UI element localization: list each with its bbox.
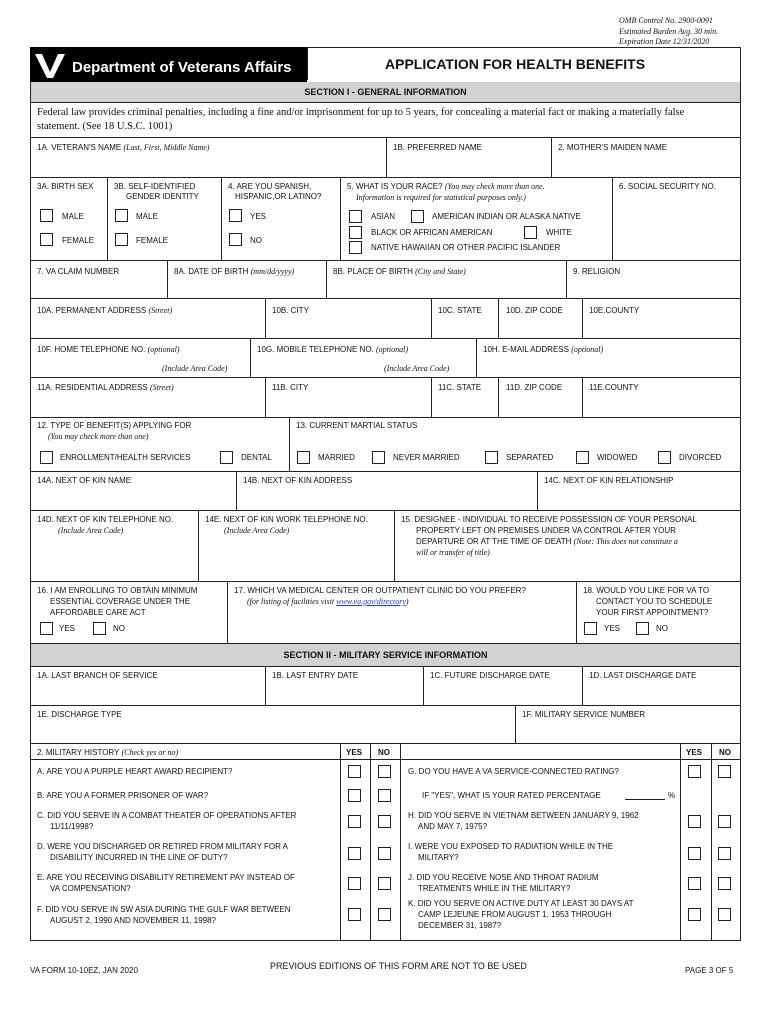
birth-sex-female-checkbox[interactable] — [40, 233, 53, 246]
va-claim-number-input[interactable] — [32, 279, 165, 296]
marital-widowed-label: WIDOWED — [597, 453, 638, 462]
question-g: G. DO YOU HAVE A VA SERVICE-CONNECTED RATING? — [408, 767, 619, 776]
question-a: A. ARE YOU A PURPLE HEART AWARD RECIPIENT? — [37, 767, 233, 776]
field-16-label-1: 16. I AM ENROLLING TO OBTAIN MINIMUM — [37, 586, 198, 595]
field-11a-label: 11A. RESIDENTIAL ADDRESS (Street) — [37, 383, 174, 392]
field-11e-label: 11E.COUNTY — [589, 383, 639, 392]
question-j-2: TREATMENTS WHILE IN THE MILITARY? — [418, 884, 571, 893]
field-18-label-3: YOUR FIRST APPOINTMENT? — [596, 608, 709, 617]
question-b-yes-checkbox[interactable] — [348, 789, 361, 802]
hispanic-no-checkbox[interactable] — [229, 233, 242, 246]
residential-zip-input[interactable] — [500, 396, 580, 415]
question-f-2: AUGUST 2, 1990 AND NOVEMBER 11, 1998? — [50, 916, 217, 925]
field-16-label-3: AFFORDABLE CARE ACT — [50, 608, 146, 617]
race-asian-checkbox[interactable] — [349, 210, 362, 223]
religion-input[interactable] — [568, 279, 739, 296]
question-h-2: AND MAY 7, 1975? — [418, 822, 488, 831]
field-14e-label: 14E. NEXT OF KIN WORK TELEPHONE NO. — [205, 515, 368, 524]
field-15-label-2: PROPERTY LEFT ON PREMISES UNDER VA CONTROL AFTER YOUR — [416, 526, 676, 535]
last-branch-input[interactable] — [32, 684, 263, 703]
field-14d-label: 14D. NEXT OF KIN TELEPHONE NO. — [37, 515, 174, 524]
race-black-label: BLACK OR AFRICAN AMERICAN — [371, 228, 493, 237]
preferred-name-input[interactable] — [388, 155, 549, 175]
s2-field-1a-label: 1A. LAST BRANCH OF SERVICE — [37, 671, 158, 680]
permanent-city-input[interactable] — [267, 318, 429, 336]
marital-never-checkbox[interactable] — [372, 451, 385, 464]
question-k-yes-checkbox[interactable] — [688, 908, 701, 921]
military-service-number-input[interactable] — [517, 723, 739, 741]
place-of-birth-input[interactable] — [328, 279, 564, 296]
field-18-label-2: CONTACT YOU TO SCHEDULE — [596, 597, 713, 606]
field-10b-label: 10B. CITY — [272, 306, 309, 315]
field-1a-label: 1A. VETERAN'S NAME (Last, First, Middle Name) — [37, 143, 210, 152]
hispanic-no-label: NO — [250, 236, 262, 245]
field-11b-label: 11B. CITY — [272, 383, 309, 392]
form-title: APPLICATION FOR HEALTH BENEFITS — [385, 56, 646, 72]
birth-sex-female-label: FEMALE — [62, 236, 95, 245]
benefit-dental-checkbox[interactable] — [220, 451, 233, 464]
field-15-label-4: will or transfer of title) — [416, 548, 490, 557]
field-3a-label: 3A. BIRTH SEX — [37, 182, 94, 191]
marital-separated-checkbox[interactable] — [485, 451, 498, 464]
field-7-label: 7. VA CLAIM NUMBER — [37, 267, 120, 276]
aca-no-checkbox[interactable] — [93, 622, 106, 635]
field-1b-label: 1B. PREFERRED NAME — [393, 143, 482, 152]
discharge-type-input[interactable] — [32, 723, 513, 741]
question-i-no-checkbox[interactable] — [718, 847, 731, 860]
field-14c-label: 14C. NEXT OF KIN RELATIONSHIP — [544, 476, 674, 485]
field-8a-label: 8A. DATE OF BIRTH (mm/dd/yyyy) — [174, 267, 295, 276]
question-b: B. ARE YOU A FORMER PRISONER OF WAR? — [37, 791, 209, 800]
field-10g-label: 10G. MOBILE TELEPHONE NO. (optional) — [257, 345, 409, 354]
permanent-county-input[interactable] — [584, 318, 739, 336]
question-d-2: DISABILITY INCURRED IN THE LINE OF DUTY? — [50, 853, 228, 862]
s2-field-1c-label: 1C. FUTURE DISCHARGE DATE — [430, 671, 550, 680]
footer-form-id: VA FORM 10-10EZ, JAN 2020 — [30, 966, 138, 975]
omb-control: OMB Control No. 2900-0091 — [619, 16, 713, 25]
field-4-label-1: 4. ARE YOU SPANISH, — [228, 182, 312, 191]
field-14a-label: 14A. NEXT OF KIN NAME — [37, 476, 132, 485]
section1-title: SECTION I - GENERAL INFORMATION — [31, 82, 740, 102]
question-k-no-checkbox[interactable] — [718, 908, 731, 921]
schedule-yes-checkbox[interactable] — [584, 622, 597, 635]
field-10e-label: 10E.COUNTY — [589, 306, 640, 315]
permanent-address-input[interactable] — [32, 318, 263, 336]
question-d-no-checkbox[interactable] — [378, 847, 391, 860]
field-4-label-2: HISPANIC,OR LATINO? — [235, 192, 322, 201]
marital-widowed-checkbox[interactable] — [576, 451, 589, 464]
s2-field-1b-label: 1B. LAST ENTRY DATE — [272, 671, 359, 680]
field-10c-label: 10C. STATE — [438, 306, 482, 315]
footer-editions: PREVIOUS EDITIONS OF THIS FORM ARE NOT TO BE USED — [270, 961, 527, 971]
s2-field-1d-label: 1D. LAST DISCHARGE DATE — [589, 671, 697, 680]
date-of-birth-input[interactable] — [169, 279, 324, 296]
question-k-2: CAMP LEJEUNE FROM AUGUST 1, 1953 THROUGH — [418, 910, 612, 919]
birth-sex-male-checkbox[interactable] — [40, 209, 53, 222]
next-of-kin-work-phone-input[interactable] — [200, 540, 392, 579]
field-8b-label: 8B. PLACE OF BIRTH (City and State) — [333, 267, 466, 276]
birth-sex-male-label: MALE — [62, 212, 84, 221]
field-10h-label: 10H. E-MAIL ADDRESS (optional) — [483, 345, 604, 354]
marital-married-checkbox[interactable] — [297, 451, 310, 464]
field-15-label-1: 15. DESIGNEE - INDIVIDUAL TO RECEIVE POSSESSION OF YOUR PERSONAL — [401, 515, 697, 524]
gender-male-label: MALE — [136, 212, 158, 221]
next-of-kin-address-input[interactable] — [238, 489, 535, 508]
next-of-kin-phone-input[interactable] — [32, 540, 196, 579]
question-k-1: K. DID YOU SERVE ON ACTIVE DUTY AT LEAST 30 DAYS AT — [408, 899, 634, 908]
race-black-checkbox[interactable] — [349, 226, 362, 239]
field-17-label: 17. WHICH VA MEDICAL CENTER OR OUTPATIENT CLINIC DO YOU PREFER? — [234, 586, 526, 595]
field-11d-label: 11D. ZIP CODE — [506, 383, 563, 392]
aca-yes-checkbox[interactable] — [40, 622, 53, 635]
question-e-2: VA COMPENSATION? — [50, 884, 131, 893]
next-of-kin-name-input[interactable] — [32, 489, 234, 508]
residential-address-input[interactable] — [32, 396, 263, 415]
question-f-yes-checkbox[interactable] — [348, 908, 361, 921]
footer-page: PAGE 3 OF 5 — [685, 966, 734, 975]
history-yes-header-right: YES — [686, 748, 703, 757]
residential-state-input[interactable] — [433, 396, 496, 415]
marital-divorced-checkbox[interactable] — [658, 451, 671, 464]
schedule-no-checkbox[interactable] — [636, 622, 649, 635]
question-c-2: 11/11/1998? — [50, 822, 94, 831]
mothers-maiden-name-input[interactable] — [553, 155, 739, 175]
question-f-1: F. DID YOU SERVE IN SW ASIA DURING THE GULF WAR BETWEEN — [37, 905, 291, 914]
permanent-state-input[interactable] — [433, 318, 496, 336]
field-18-label-1: 18. WOULD YOU LIKE FOR VA TO — [583, 586, 710, 595]
hispanic-yes-label: YES — [250, 212, 267, 221]
question-c-yes-checkbox[interactable] — [348, 815, 361, 828]
question-e-1: E. ARE YOU RECEIVING DISABILITY RETIREMENT PAY INSTEAD OF — [37, 873, 295, 882]
field-15-label-3: DEPARTURE OR AT THE TIME OF DEATH (Note: This does not constitute a — [416, 537, 678, 546]
field-11c-label: 11C. STATE — [438, 383, 482, 392]
history-no-header: NO — [378, 748, 390, 757]
designee-input[interactable] — [396, 562, 739, 579]
ssn-input[interactable] — [614, 196, 739, 258]
veteran-name-input[interactable] — [32, 155, 384, 175]
gender-female-checkbox[interactable] — [115, 233, 128, 246]
field-3b-label-2: GENDER IDENTITY — [126, 192, 199, 201]
residential-city-input[interactable] — [267, 396, 429, 415]
question-g-percent-sign: % — [668, 791, 676, 800]
field-14e-hint: (Include Area Code) — [224, 526, 290, 535]
gender-female-label: FEMALE — [136, 236, 169, 245]
race-aian-checkbox[interactable] — [411, 210, 424, 223]
field-10f-area: (Include Area Code) — [162, 364, 228, 373]
preferred-facility-input[interactable] — [229, 612, 574, 641]
history-no-header-right: NO — [719, 748, 731, 757]
field-3b-label-1: 3B. SELF-IDENTIFIED — [114, 182, 196, 191]
question-i-2: MILITARY? — [418, 853, 459, 862]
mobile-phone-input[interactable] — [252, 356, 382, 375]
question-h-no-checkbox[interactable] — [718, 815, 731, 828]
gender-male-checkbox[interactable] — [115, 209, 128, 222]
va-directory-link[interactable]: www.va.gov/directory — [336, 597, 406, 606]
question-b-no-checkbox[interactable] — [378, 789, 391, 802]
question-a-no-checkbox[interactable] — [378, 765, 391, 778]
question-h-yes-checkbox[interactable] — [688, 815, 701, 828]
question-c-no-checkbox[interactable] — [378, 815, 391, 828]
field-5-label: 5. WHAT IS YOUR RACE? (You may check more than one. — [347, 182, 545, 191]
history-yes-header: YES — [346, 748, 363, 757]
race-nhpi-checkbox[interactable] — [349, 241, 362, 254]
permanent-zip-input[interactable] — [500, 318, 580, 336]
field-16-label-2: ESSENTIAL COVERAGE UNDER THE — [50, 597, 191, 606]
question-g-no-checkbox[interactable] — [718, 765, 731, 778]
field-10a-label: 10A. PERMANENT ADDRESS (Street) — [37, 306, 173, 315]
question-j-no-checkbox[interactable] — [718, 877, 731, 890]
benefit-dental-label: DENTAL — [241, 453, 272, 462]
question-e-yes-checkbox[interactable] — [348, 877, 361, 890]
section2-title: SECTION II - MILITARY SERVICE INFORMATION — [31, 644, 740, 666]
question-d-yes-checkbox[interactable] — [348, 847, 361, 860]
omb-expiration: Expiration Date 12/31/2020 — [619, 37, 710, 46]
question-g-percentage: IF "YES", WHAT IS YOUR RATED PERCENTAGE — [422, 791, 601, 800]
aca-no-label: NO — [113, 624, 125, 633]
field-10d-label: 10D. ZIP CODE — [506, 306, 563, 315]
residential-county-input[interactable] — [584, 396, 739, 415]
field-10g-area: (Include Area Code) — [384, 364, 450, 373]
field-9-label: 9. RELIGION — [573, 267, 621, 276]
rated-percentage-input[interactable] — [625, 791, 665, 800]
question-f-no-checkbox[interactable] — [378, 908, 391, 921]
question-d-1: D. WERE YOU DISCHARGED OR RETIRED FROM MILITARY FOR A — [37, 842, 288, 851]
field-14d-hint: (Include Area Code) — [58, 526, 124, 535]
race-nhpi-label: NATIVE HAWAIIAN OR OTHER PACIFIC ISLANDER — [371, 243, 561, 252]
field-17-hint: (for listing of facilities visit www.va.gov/directory) — [247, 597, 409, 606]
va-logo-icon — [33, 51, 67, 81]
race-aian-label: AMERICAN INDIAN OR ALASKA NATIVE — [432, 212, 581, 221]
field-2-label: 2. MOTHER'S MAIDEN NAME — [558, 143, 668, 152]
question-e-no-checkbox[interactable] — [378, 877, 391, 890]
field-5-hint: Information is required for statistical purposes only.) — [356, 193, 526, 202]
hispanic-yes-checkbox[interactable] — [229, 209, 242, 222]
field-12-label: 12. TYPE OF BENEFIT(S) APPLYING FOR — [37, 421, 192, 430]
question-i-yes-checkbox[interactable] — [688, 847, 701, 860]
question-a-yes-checkbox[interactable] — [348, 765, 361, 778]
question-i-1: I. WERE YOU EXPOSED TO RADIATION WHILE IN THE — [408, 842, 614, 851]
field-10f-label: 10F. HOME TELEPHONE NO. (optional) — [37, 345, 180, 354]
question-g-yes-checkbox[interactable] — [688, 765, 701, 778]
field-13-label: 13. CURRENT MARTIAL STATUS — [296, 421, 418, 430]
question-k-3: DECEMBER 31, 1987? — [418, 921, 502, 930]
race-asian-label: ASIAN — [371, 212, 396, 221]
s2-field-1e-label: 1E. DISCHARGE TYPE — [37, 710, 122, 719]
question-h-1: H. DID YOU SERVE IN VIETNAM BETWEEN JANUARY 9, 1962 — [408, 811, 639, 820]
agency-name: Department of Veterans Affairs — [72, 59, 292, 76]
email-input[interactable] — [478, 356, 739, 375]
schedule-no-label: NO — [656, 624, 668, 633]
next-of-kin-relationship-input[interactable] — [539, 489, 739, 508]
last-discharge-date-input[interactable] — [584, 684, 739, 703]
race-white-checkbox[interactable] — [524, 226, 537, 239]
question-c-1: C. DID YOU SERVE IN A COMBAT THEATER OF OPERATIONS AFTER — [37, 811, 297, 820]
marital-married-label: MARRIED — [318, 453, 355, 462]
marital-divorced-label: DIVORCED — [679, 453, 722, 462]
omb-burden: Estimated Burden Avg. 30 min. — [619, 27, 719, 36]
home-phone-input[interactable] — [32, 356, 162, 375]
question-j-yes-checkbox[interactable] — [688, 877, 701, 890]
benefit-enrollment-checkbox[interactable] — [40, 451, 53, 464]
field-12-hint: (You may check more than one) — [48, 432, 149, 441]
question-j-1: J. DID YOU RECEIVE NOSE AND THROAT RADIUM — [408, 873, 599, 882]
race-white-label: WHITE — [546, 228, 572, 237]
field-6-label: 6. SOCIAL SECURITY NO. — [619, 182, 716, 191]
schedule-yes-label: YES — [604, 624, 621, 633]
history-label: 2. MILITARY HISTORY (Check yes or no) — [37, 748, 179, 757]
marital-separated-label: SEPARATED — [506, 453, 554, 462]
future-discharge-date-input[interactable] — [425, 684, 580, 703]
benefit-enrollment-label: ENROLLMENT/HEALTH SERVICES — [60, 453, 191, 462]
aca-yes-label: YES — [59, 624, 76, 633]
marital-never-label: NEVER MARRIED — [393, 453, 460, 462]
last-entry-date-input[interactable] — [267, 684, 421, 703]
field-14b-label: 14B. NEXT OF KIN ADDRESS — [243, 476, 353, 485]
s2-field-1f-label: 1F. MILITARY SERVICE NUMBER — [522, 710, 645, 719]
legal-warning: Federal law provides criminal penalties, including a fine and/or imprisonment for up to 5 years, for concealing a material fact or making a materially false statement. (See 18 U.S.C. 1001) — [37, 107, 685, 132]
